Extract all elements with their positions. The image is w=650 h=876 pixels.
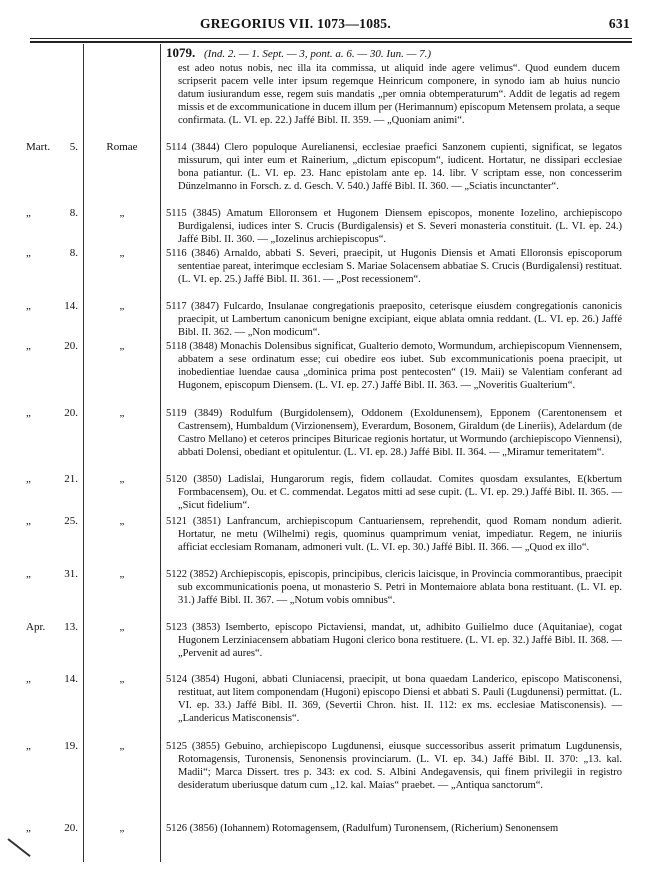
year-line [166,46,632,61]
entry-place: „ [119,515,125,527]
entry-month: „ [26,515,31,527]
entry-month: Apr. [26,621,46,633]
pen-stroke-mark [7,838,30,857]
column-divider-place [160,44,161,862]
indiction: (Ind. 2. — 1. Sept. — 3, pont. a. 6. — 30. Iun. — 7.) [204,48,432,60]
entry-place: „ [119,340,125,352]
entry-text: 5120 (3850) Ladislai, Hungarorum regis, fidem collaudat. Comites quosdam exsulantes, E(kbertum Formbacensem), Ou. et C. commendat. Legatos mitti ad sese cupit. (L. VI. ep. 29.) Jaffé Bibl. II. 365. — „Sicut fidelium“. [166,474,622,512]
entry-month: „ [26,407,31,419]
running-title: GREGORIUS VII. 1073—1085. [200,16,392,31]
entry-day: 14. [64,300,78,312]
entry-place: „ [119,300,125,312]
entry-month: „ [26,207,31,219]
entry-place: „ [119,568,125,580]
entry-day: 8. [69,207,78,219]
entry-text: 5123 (3853) Isemberto, episcopo Pictaviensi, mandat, ut, adhibito Guilielmo duce (Aquitaniae), cogat Hugonem Lerziniacensem abbatiam Hugoni clerico bona restituere. (L. VI. ep. 32.) Jaffé Bibl. II. 368. — „Pervenit ad aures“. [166,622,622,660]
entry-day: 20. [64,822,78,834]
header-rule-thin [30,38,632,39]
entry-day: 20. [64,340,78,352]
entry-text: 5126 (3856) (Iohannem) Rotomagensem, (Radulfum) Turonensem, (Richerium) Senonensem [166,823,559,834]
entry-day: 13. [64,621,78,633]
entry-month: „ [26,673,31,685]
entry-text: 5122 (3852) Archiepiscopis, episcopis, principibus, clericis laicisque, in Provincia commorantibus, praecipit sub excommunicationis poena, ut monasterio S. Petri in Montemaiore ablata bona restituant. (L. VI. ep. 31.) Jaffé Bibl. II. 367. — „Notum vobis omnibus“. [166,569,622,607]
entry-place: „ [119,407,125,419]
entry-month: „ [26,568,31,580]
entry-text: 5116 (3846) Arnaldo, abbati S. Severi, praecipit, ut Hugonis Diensis et Amati Elloronsis episcoporum sententiae pareat, interimque ecclesiam S. Mariae Solacensem abbatiae S. Crucis (Burdigalensi) restituat. (L. VI. ep. 25.) Jaffé Bibl. II. 361. — „Post recessionem“. [166,248,622,286]
entry-place: „ [119,822,125,834]
entry-day: 21. [64,473,78,485]
entry-month: Mart. [26,141,51,153]
year: 1079. [166,45,196,60]
entry-month: „ [26,300,31,312]
entry-text: 5118 (3848) Monachis Dolensibus significat, Gualterio demoto, Wormundum, archiepiscopum Viennensem, abbatem a sese ordinatum esse; cui obedire eos iubet. Sub excommunicationis poena praecipit, ut inobedientiae luendae causa „dominica prima post pentecosten“ (19. Maii) se Valentiam conferant ad Hugonem, episcopum Diensem. (L. VI. ep. 27.) Jaffé Bibl. II. 363. — „Noveritis Gualterium“. [166,341,622,392]
entry-month: „ [26,247,31,259]
entry-text: 5125 (3855) Gebuino, archiepiscopo Lugdunensi, eiusque successoribus asserit primatum Lugdunensis, Rotomagensis, Turonensis, Senonensis provinciarum. (L. VI. ep. 34.) Jaffé Bibl. II. 370: „13. kal. Madii“; Marca Dissert. tres p. 343: ex cod. S. Albini Andegavensis, qui finem privilegii in registro desideratum uberiusque datum cum „12. kal. Maias“ praebet. — „Antiqua sanctorum“. [166,741,622,792]
entry-place: „ [119,740,125,752]
entry-place: „ [119,247,125,259]
entry-day: 19. [64,740,78,752]
entry-month: „ [26,340,31,352]
entry-place: Romae [106,141,138,153]
entry-text: 5117 (3847) Fulcardo, Insulanae congregationis praeposito, ceterisque eiusdem congregationis canonicis praecipit, ut Lambertum canonicum benigne excipiant, eique ablata omnia reddant. (L. VI. ep. 26.) Jaffé Bibl. II. 362. — „Non modicum“. [166,301,622,339]
entry-text: 5124 (3854) Hugoni, abbati Cluniacensi, praecipit, ut bona quaedam Landerico, episcopo Matisconensi, restituat, aut litem componendam (Hugoni) episcopo Diensi et abbati S. Pauli (Lugdunensi) permittat. (L. VI. ep. 33.) Jaffé Bibl. II. 369, (Severtii Chron. hist. II. 112: ex ms. ecclesiae Matisconensis). — „Landericus Matisconensis“. [166,674,622,725]
entry-month: „ [26,473,31,485]
entry-text: 5121 (3851) Lanfrancum, archiepiscopum Cantuariensem, reprehendit, quod Romam nondum adierit. Hortatur, ne metu (Wilhelmi) regis, quominus quamprimum veniat, impediatur. Regem, ne iniuriis afficiat ecclesiam Romanam, admoneri vult. (L. VI. ep. 30.) Jaffé Bibl. II. 366. — „Quod ex illo“. [166,516,622,554]
entry-day: 5. [69,141,78,153]
entry-text: 5119 (3849) Rodulfum (Burgidolensem), Oddonem (Exoldunensem), Epponem (Carentonensem et Castrensem), Humbaldum (Virzionensem), Everardum, Bosonem, Giraldum (de Lineriis), Adelardum (de Castro Mellano) et ceteros principes Bituricae regionis hortatur, ut Wormundo (archiepiscopo Viennensi), abbati Dolensi, obediant et opitulentur. (L. VI. ep. 28.) Jaffé Bibl. II. 364. — „Miramur temeritatem“. [166,408,622,459]
entry-day: 20. [64,407,78,419]
entry-place: „ [119,207,125,219]
entry-place: „ [119,473,125,485]
page-number: 631 [608,16,630,31]
entry-place: „ [119,621,125,633]
entry-month: „ [26,822,31,834]
entry-day: 8. [69,247,78,259]
running-header [20,16,630,38]
header-rule-thick [30,41,632,43]
column-divider-date [83,44,84,862]
entry-day: 14. [64,673,78,685]
entry-place: „ [119,673,125,685]
entry-text: 5115 (3845) Amatum Elloronsem et Hugonem Diensem episcopos, monente Iozelino, archiepiscopo Burdigalensi, iudices inter S. Crucis (Burdigalensis) et S. Severi monasteria constituit. (L. VI. ep. 24.) Jaffé Bibl. II. 360. — „Iozelinus archiepiscopus“. [166,208,622,246]
entry-day: 31. [64,568,78,580]
entry-day: 25. [64,515,78,527]
entry-text: 5114 (3844) Clero populoque Aurelianensi, ecclesiae praefici Sanzonem cupienti, significat, se legatos missurum, qui inter eum et Rainerium, „dictum episcopum“, iudicent. Hortatur, ne dissipari ecclesiae bona patiantur. (L. VI. ep. 23. Hanc epistolam ante ep. 14. libr. V scriptam esse, non concesserim Dünzelmanno in Forsch. z. d. Gesch. V. 540.) Jaffé Bibl. II. 360. — „Sciatis incunctanter“. [166,142,622,193]
continuation-text: est adeo notus nobis, nec illa ita commissa, ut aliquid inde agere velimus“. Quod eundem ducem scripserit pacem velle inter ipsum regemque Heinricum componere, in synodo iam ab huius nuncio datum iusiurandum esse, regem suis mandatis „per omnia obtemperaturum“. Addit de legatis ad regem missis et de excommunicatione in ducem illum per (Herimannum) episcopum Metensem prolata, a seque confirmata. (L. VI. ep. 22.) Jaffé Bibl. II. 359. — „Quoniam animi“. [178,63,620,127]
entry-month: „ [26,740,31,752]
